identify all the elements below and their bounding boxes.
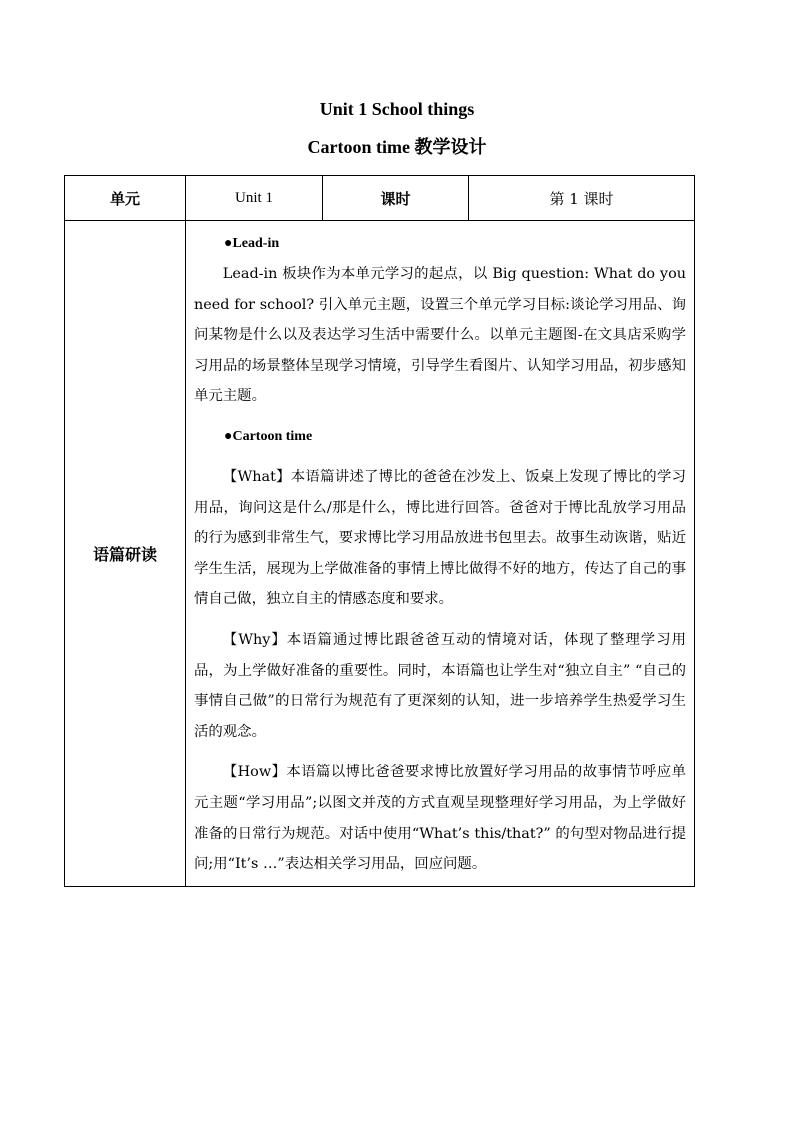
side-label-cell: 语篇研读 (65, 221, 186, 887)
how-paragraph: 【How】本语篇以博比爸爸要求博比放置好学习用品的故事情节呼应单元主题“学习用品”;以图文并茂的方式直观呈现整理好学习用品，为上学做好准备的日常行为规范。对话中使用“What’s this/that?” 的句型对物品进行提问;用“It’s …”表达相关学习用品，回应问题。 (194, 764, 686, 873)
content-row (65, 221, 695, 887)
unit-label-cell: 单元 (65, 176, 186, 221)
leadin-paragraph: Lead-in 板块作为本单元学习的起点，以 Big question: What do you need for school? 引入单元主题，设置三个单元学习目标:谈论学习用品、询问某物是什么以及表达学习生活中需要什么。以单元主题图-在文具店采购学习用品的场景整体呈现学习情境，引导学生看图片、认知学习用品，初步感知单元主题。 (194, 266, 686, 405)
leadin-heading: ●Lead-in (224, 236, 280, 251)
document-subtitle: Cartoon time 教学设计 (307, 137, 487, 157)
lesson-value-cell: 第 1 课时 (469, 176, 695, 221)
lesson-plan-table (64, 175, 695, 887)
content-cell (186, 221, 695, 887)
unit-value-cell: Unit 1 (186, 176, 323, 221)
why-paragraph: 【Why】本语篇通过博比跟爸爸互动的情境对话，体现了整理学习用品，为上学做好准备的重要性。同时，本语篇也让学生对“独立自主” “自己的事情自己做”的日常行为规范有了更深刻的认知，进一步培养学生热爱学习生活的观念。 (194, 631, 686, 740)
what-paragraph: 【What】本语篇讲述了博比的爸爸在沙发上、饭桌上发现了博比的学习用品，询问这是什么/那是什么，博比进行回答。爸爸对于博比乱放学习用品的行为感到非常生气，要求博比学习用品放进书包里去。故事生动诙谐，贴近学生生活，展现为上学做准备的事情上博比做得不好的地方，传达了自己的事情自己做，独立自主的情感态度和要求。 (194, 468, 686, 608)
document-title: Unit 1 School things (319, 99, 475, 119)
lesson-label-cell: 课时 (323, 176, 469, 221)
header-row (65, 176, 695, 221)
cartoon-heading: ●Cartoon time (224, 428, 313, 444)
